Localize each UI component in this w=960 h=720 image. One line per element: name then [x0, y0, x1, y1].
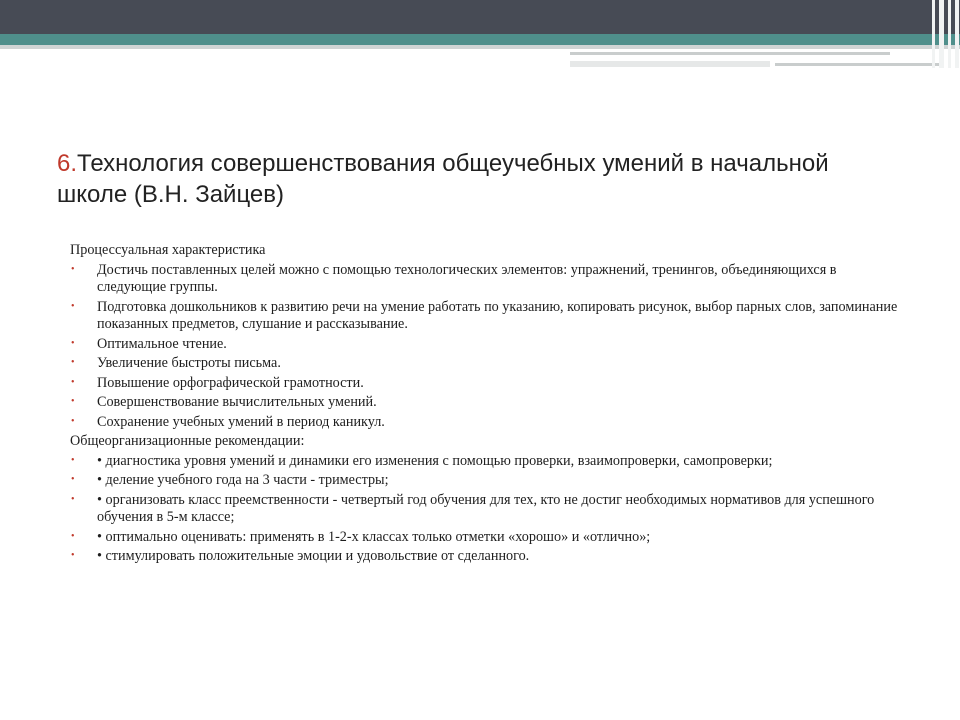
- bullet-icon: •: [71, 454, 75, 466]
- bullet-icon: •: [71, 337, 75, 349]
- list-item-text: Увеличение быстроты письма.: [97, 355, 281, 371]
- decorative-stripes: [930, 0, 960, 68]
- list-item-text: Оптимальное чтение.: [97, 335, 227, 352]
- bullet-icon: •: [71, 493, 75, 505]
- decorative-line: [570, 52, 890, 55]
- list-item: [70, 492, 900, 527]
- list-item: [70, 336, 900, 354]
- recommendations-list: [70, 453, 900, 566]
- header-divider: [0, 45, 960, 49]
- list-item: [70, 394, 900, 412]
- list-item-text: • диагностика уровня умений и динамики его изменения с помощью проверки, взаимопроверки, самопроверки;: [97, 452, 773, 469]
- section-heading-process: Процессуальная характеристика: [70, 242, 266, 258]
- bullet-icon: •: [71, 357, 75, 368]
- process-list: [70, 262, 900, 432]
- bullet-icon: •: [71, 300, 75, 312]
- list-item: [70, 414, 900, 432]
- header-accent-band: [0, 34, 960, 45]
- section-heading-recommendations: Общеорганизационные рекомендации:: [70, 433, 305, 449]
- list-item-text: Сохранение учебных умений в период каникул.: [97, 413, 385, 430]
- bullet-icon: •: [71, 550, 75, 561]
- list-item: [70, 262, 900, 297]
- header-bar: [0, 0, 960, 34]
- list-item: [70, 548, 900, 566]
- list-item: [70, 299, 900, 334]
- bullet-icon: •: [71, 263, 75, 275]
- slide-title: [57, 148, 877, 210]
- list-item: [70, 472, 900, 490]
- slide-body: [70, 242, 900, 568]
- list-item-text: Повышение орфографической грамотности.: [97, 374, 364, 391]
- list-item-text: Достичь поставленных целей можно с помощью технологических элементов: упражнений, тренингов, объединяющихся в следующие группы.: [97, 261, 837, 295]
- bullet-icon: •: [71, 396, 75, 407]
- list-item-text: • организовать класс преемственности - четвертый год обучения для тех, кто не достиг необходимых нормативов для успешного обучения в 5-м классе;: [97, 491, 875, 525]
- slide-number: 6.: [57, 150, 78, 177]
- list-item: [70, 355, 900, 373]
- list-item-text: • деление учебного года на 3 части - триместры;: [97, 472, 389, 488]
- list-item-text: Совершенствование вычислительных умений.: [97, 394, 377, 410]
- bullet-icon: •: [71, 376, 75, 388]
- decorative-line: [570, 61, 770, 67]
- list-item-text: • оптимально оценивать: применять в 1-2-х классах только отметки «хорошо» и «отлично»;: [97, 528, 651, 545]
- slide-title-text: Технология совершенствования общеучебных умений в начальной школе (В.Н. Зайцев): [57, 150, 829, 208]
- list-item-text: • стимулировать положительные эмоции и удовольствие от сделанного.: [97, 548, 530, 564]
- list-item-text: Подготовка дошкольников к развитию речи на умение работать по указанию, копировать рисунок, выбор парных слов, запоминание показанных предметов, слушание и рассказывание.: [97, 298, 898, 332]
- decorative-line: [775, 63, 943, 66]
- list-item: [70, 375, 900, 393]
- list-item: [70, 529, 900, 547]
- list-item: [70, 453, 900, 471]
- bullet-icon: •: [71, 530, 75, 542]
- bullet-icon: •: [71, 415, 75, 427]
- bullet-icon: •: [71, 474, 75, 485]
